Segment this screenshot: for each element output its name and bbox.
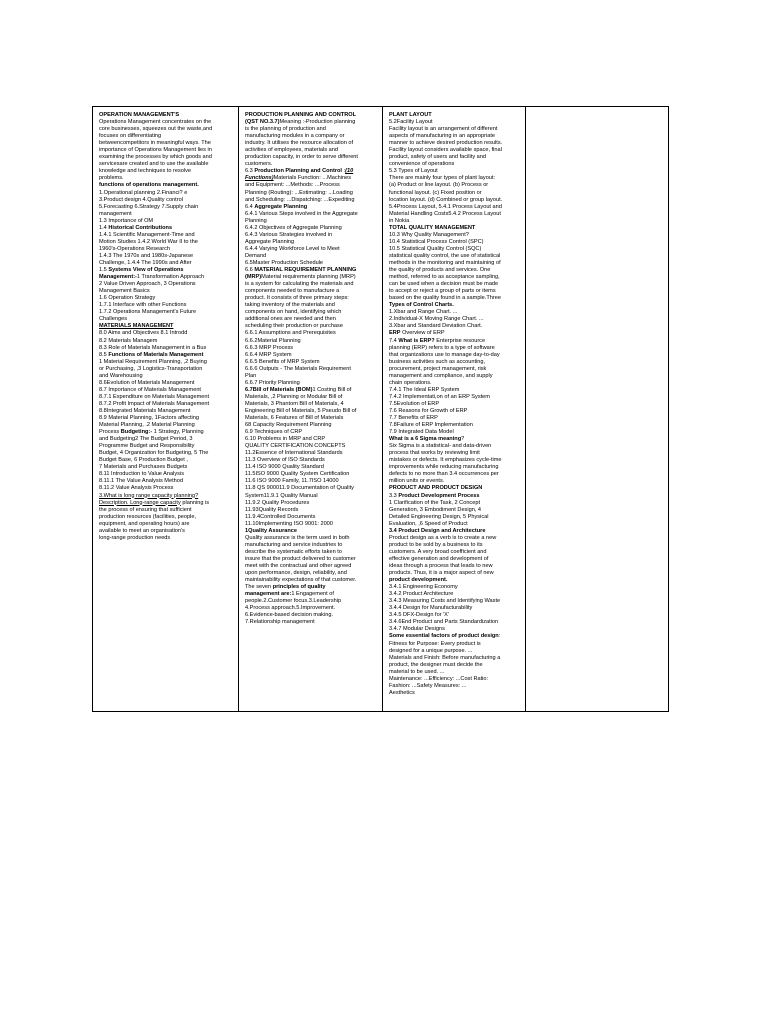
text-line: functional layout. (c) Fixed position or	[389, 189, 482, 196]
text-line: 3.4.7 Modular Designs	[389, 626, 445, 633]
column-title: PLANT LAYOUT	[389, 112, 432, 118]
text-line: the process of ensuring that sufficient	[99, 506, 192, 513]
text-line: Facility layout considers available space, final	[389, 147, 502, 154]
text-line: 1Quality Assurance	[245, 527, 298, 534]
text-line: designed for a unique purpose. ...	[389, 647, 473, 654]
text-line: Facility layout is an arrangement of different	[389, 126, 498, 133]
text-line	[245, 591, 377, 598]
text-run: Material requirements planning (MRP)	[261, 274, 356, 281]
text-line: people.2.Customer focus.3.Leadership	[245, 598, 342, 605]
text-line	[389, 436, 520, 443]
text-line: 11.4 ISO 9000 Quality Standard	[245, 464, 324, 471]
text-line: 7 Materials and Purchases Budgets	[99, 464, 188, 471]
text-line: 3.4.2 Product Architecture	[389, 591, 454, 598]
text-run: 1 Strategy, Planning	[152, 429, 204, 436]
text-line: Aggregate Planning	[245, 238, 295, 245]
text-run: :	[341, 168, 346, 175]
text-line: describe the systematic efforts taken to	[245, 548, 342, 555]
text-run: Management:-	[99, 274, 137, 281]
text-line: Operations Management concentrates on the	[99, 119, 212, 126]
text-line: Materials and Finish: Before manufacturing a	[389, 654, 501, 661]
text-line: 6.4.3 Various Strategies involved in	[245, 231, 333, 238]
text-line: 4.Process approach.5.Improvement.	[245, 605, 336, 612]
text-line	[245, 387, 377, 394]
text-line: statistical quality control, the use of statistical	[389, 252, 501, 259]
text-line: methods in the monitoring and maintaining of	[389, 259, 501, 266]
text-line: and Warehousing	[99, 372, 143, 379]
text-line: manufacturing and service industries to	[245, 541, 343, 548]
text-line: Quality assurance is the term used in both	[245, 534, 350, 541]
text-line: Planning	[245, 217, 267, 224]
text-line: meet with the contractual and other agreed	[245, 563, 352, 569]
text-line	[389, 493, 520, 500]
text-line: 8.8Integrated Materials Management	[99, 407, 191, 414]
text-line	[245, 175, 377, 182]
text-line: maintainability expectations of that customer.	[245, 577, 357, 584]
text-line: Material Planning, .2 Material Planning	[99, 422, 195, 429]
text-line	[245, 119, 377, 126]
text-line: 1.7.2 Operations Management's Future	[99, 309, 197, 316]
text-line	[389, 330, 520, 337]
text-line: 8.9 Material Planning, 1Factors affecting	[99, 415, 200, 422]
text-line: Budget, 4 Organization for Budgeting, 5 The	[99, 450, 209, 457]
text-line: 10.3 Why Quality Management?	[389, 231, 469, 238]
text-run: :	[498, 633, 501, 640]
text-line: 6.6.5 Benefits of MRP System	[245, 358, 320, 365]
text-line: manufacturing modules in a company or	[245, 133, 345, 140]
column-empty	[526, 107, 668, 711]
text-line: 6.6.2Material Planning	[245, 337, 301, 344]
text-run: ?	[461, 436, 465, 443]
text-line: customers. A very broad coefficient and	[389, 548, 487, 555]
text-line: Aesthetics	[389, 689, 415, 696]
text-line: examining the processes by which goods and	[99, 154, 212, 161]
text-run: 1 Costing Bill of	[312, 386, 352, 393]
text-line: There are mainly four types of plant layout:	[389, 175, 496, 182]
text-line: 8.2 Materials Managem	[99, 337, 158, 344]
text-run: Materials Function: ...Machines	[273, 175, 352, 182]
text-line: Fashion: ...Safety Measures: ...	[389, 682, 467, 689]
column-title: OPERATION MANAGEMENT'S	[99, 112, 180, 118]
text-line: 2 Value Driven Approach, 3 Operations	[99, 281, 196, 288]
text-run: 7.4	[389, 337, 399, 344]
text-run: Production Planning and Control	[254, 168, 342, 175]
text-line: components on hand, identifying which	[245, 309, 342, 316]
text-run: The seven	[245, 584, 273, 591]
text-line	[99, 274, 233, 281]
text-line: (a) Product or line layout. (b) Process or	[389, 182, 489, 189]
text-line: 3.4 Product Design and Architecture	[389, 527, 486, 534]
text-line: and Budgeting2 The Budget Period, 3	[99, 436, 193, 443]
text-line: problems.	[99, 175, 124, 182]
text-run: 1 Engagement of	[291, 591, 334, 598]
text-line: 11.9.2 Quality Procedures	[245, 499, 310, 506]
text-line: customers.	[245, 161, 273, 168]
text-line: improvements while reducing manufacturing	[389, 464, 499, 471]
text-line: Planning (Routing): ...Estimating: ...Loading	[245, 189, 353, 196]
text-line: Engineering Bill of Materials, 5 Pseudo Bill of	[245, 407, 357, 414]
column-body	[389, 119, 520, 697]
text-line: 11.9.4Controlled Documents	[245, 513, 316, 520]
text-line: 3.4.6End Product and Parts Standardization	[389, 619, 499, 626]
text-line: product, safety of users and facility and	[389, 154, 487, 161]
text-line: 8.3 Role of Materials Management in a Bus	[99, 344, 207, 351]
text-line: 11.10Implementing ISO 9001: 2000	[245, 520, 333, 527]
text-line: functions of operations management.	[99, 182, 199, 189]
text-line: 6.4.4 Varying Workforce Level to Meet	[245, 245, 340, 252]
text-run: 1.4	[99, 224, 109, 231]
text-line: method, referred to as acceptance sampling,	[389, 274, 500, 281]
text-run: management are:	[245, 591, 292, 598]
text-line: components needed to manufacture a	[245, 288, 340, 295]
text-line: servicesare created and to use the available	[99, 161, 209, 168]
text-line: management	[99, 210, 132, 217]
text-run: planning is	[180, 499, 210, 506]
text-line: 11.3 Overview of ISO Standards	[245, 457, 325, 464]
text-run: Aggregate Planning	[254, 203, 308, 210]
column-body	[99, 119, 233, 542]
text-line: and Scheduling: ...Dispatching: ...Expediting	[245, 196, 355, 203]
text-run: Overview of ERP	[400, 330, 445, 337]
text-line: 7.8Failure of ERP Implementation	[389, 422, 473, 429]
text-line: insure that the product delivered to customer	[245, 555, 356, 562]
text-line: core businesses, squeezes out the waste,and	[99, 126, 213, 133]
text-line	[245, 274, 377, 281]
text-line: 8.11 Introduction to Value Analysis	[99, 471, 184, 478]
text-line	[245, 267, 377, 274]
text-line: available to meet an organisation's	[99, 527, 185, 534]
text-line: 8.7.2 Profit Impact of Materials Management	[99, 400, 210, 407]
column-title	[532, 112, 663, 119]
text-line: chain operations.	[389, 379, 432, 386]
text-line: 3.4.5 DFX-Design for 'X'	[389, 612, 449, 619]
text-line: 6.6.3 MRP Process	[245, 344, 294, 351]
text-line: Evaluation, ,6 Speed of Product	[389, 520, 468, 527]
text-run: Product Development Process	[398, 492, 480, 499]
text-line	[99, 267, 233, 274]
text-line: Maintenance: ...Efficiency: ...Cost Ratio:	[389, 675, 489, 682]
text-line: 1.4.1 Scientific Management-Time and	[99, 231, 195, 238]
text-line: additional ones are needed and then	[245, 316, 336, 323]
text-line: and Equipment: ...Methods: ...Process	[245, 182, 340, 189]
text-line: 1.3 Importance of OM	[99, 217, 154, 224]
text-line: Materials, ,2 Planning or Modular Bill of	[245, 393, 343, 400]
text-line: 6.6.4 MRP System	[245, 351, 292, 358]
text-line: procurement, project management, risk	[389, 365, 487, 372]
text-line: 8.0 Aims and Objectives 8.1 Introdd	[99, 330, 188, 337]
text-line: Detailed Engineering Design, 5 Physical	[389, 513, 489, 520]
text-line: defects to no more than 3.4 occurrences per	[389, 471, 499, 478]
text-line: can be used when a decision must be made	[389, 281, 499, 288]
text-run: Functions)	[245, 175, 274, 182]
text-line: product. It consists of three primary steps:	[245, 295, 349, 302]
text-line: 6.5Master Production Schedule	[245, 259, 324, 266]
text-line: 8.7.1 Expenditure on Materials Management	[99, 393, 210, 400]
column-title: PRODUCTION PLANNING AND CONTROL	[245, 112, 357, 118]
text-run: Meaning :-Production planning	[279, 119, 356, 126]
text-run: Functions of Materials Management	[108, 351, 204, 358]
text-run: Enterprise resource	[434, 337, 486, 344]
text-line	[99, 225, 233, 232]
text-line: is the planning of production and	[245, 126, 326, 133]
text-line: 1 Clarification of the Task, 2 Concept	[389, 499, 480, 506]
text-line	[389, 633, 520, 640]
text-run: ERP	[389, 330, 401, 337]
text-line: 1 Material Requirement Planning, ,2 Buying	[99, 358, 207, 365]
text-line: 11.8 QS 900011.9 Documentation of Quality	[245, 485, 354, 492]
text-line: 5.4Process Layout, 5.4.1 Process Layout and	[389, 203, 502, 210]
text-line: products. Thus, it is a major aspect of new	[389, 570, 494, 577]
text-line: 6.6.1 Assumptions and Prerequisites	[245, 330, 336, 337]
text-line: 11.93Quality Records	[245, 506, 299, 513]
text-line: 5.Forecasting 6.Strategy 7.Supply chain	[99, 203, 199, 210]
text-line: in Nokia	[389, 217, 410, 224]
text-line: 6.6.6 Outputs - The Materials Requirement	[245, 365, 351, 372]
text-line: 6.9 Techniques of CRP	[245, 429, 303, 436]
column-body	[245, 119, 377, 626]
text-line: knowledge and techniques to resolve	[99, 168, 192, 175]
text-line: is a system for calculating the materials and	[245, 281, 354, 288]
text-line: betweencompetitors in meaningful ways. The	[99, 140, 211, 147]
text-line: million units or events.	[389, 478, 445, 485]
text-line: 8.7 Importance of Materials Management	[99, 386, 201, 393]
text-line: Motion Studies 1.4.2 World War II to the	[99, 238, 198, 245]
text-line: Six Sigma is a statistical- and data-driven	[389, 443, 492, 450]
text-line: 7.4.2 Implementati,on of an ERP System	[389, 393, 490, 400]
text-line: 3.Product design 4.Quality control	[99, 196, 183, 203]
text-line: Challenges	[99, 316, 127, 323]
text-line	[99, 352, 233, 359]
text-run: 1.5	[99, 267, 109, 274]
text-line: MATERIALS MANAGEMENT	[99, 323, 174, 330]
text-line: Management Basics	[99, 288, 150, 295]
text-run: 6.6	[245, 267, 255, 274]
text-run: Historical Contributions	[108, 224, 173, 231]
text-line: 7.9 Integrated Data Model	[389, 429, 454, 436]
text-run: Process	[99, 429, 121, 436]
text-line: product to be sold by a business to its	[389, 541, 483, 548]
column-operation-management	[93, 107, 239, 711]
text-line: 6.Evidence-based decision making.	[245, 612, 333, 619]
text-run: (MRP)	[245, 274, 262, 281]
text-line: production resources (facilities, people,	[99, 513, 197, 520]
text-line: Generation, 3 Embodiment Design, 4	[389, 506, 482, 513]
text-line	[99, 429, 233, 436]
text-line: 1.Xbar and Range Chart. ...	[389, 309, 458, 316]
text-run: Systems View of Operations	[108, 267, 184, 274]
text-run: 6.4	[245, 203, 255, 210]
text-line: equipment, and operating hours) are	[99, 520, 190, 527]
column-production-planning	[239, 107, 383, 711]
text-line: 1.4.3 The 1970s and 1980s-Japanese	[99, 252, 194, 259]
text-line: management and compliance, and supply	[389, 372, 493, 379]
text-line: production capacity, in order to serve different	[245, 154, 358, 161]
text-line: ideas through a process that leads to new	[389, 563, 493, 569]
text-line: 6.6.7 Priority Planning	[245, 379, 300, 386]
text-line: location layout. (d) Combined or group layout.	[389, 196, 503, 203]
text-line: industry. It utilises the resource allocation of	[245, 140, 354, 147]
text-line: scheduling their production or purchase	[245, 323, 343, 330]
text-run: Some essential factors of product design	[389, 633, 499, 640]
text-line: 68 Capacity Requirement Planning	[245, 422, 332, 429]
text-line: 7.6 Reasons for Growth of ERP	[389, 407, 468, 414]
text-line: Demand	[245, 252, 267, 259]
text-line: 6.4.2 Objectives of Aggregate Planning	[245, 224, 342, 231]
text-line: 6.10 Problems in MRP and CRP	[245, 436, 326, 443]
text-line: material to be used. ...	[389, 668, 445, 675]
text-line: 5.2Facility Layout	[389, 119, 433, 126]
text-line: to accept or reject a group of parts or items	[389, 288, 496, 295]
text-line: 3.4.3 Measuring Costs and Identifying Waste	[389, 598, 501, 605]
text-run: (QST NO.3.7)	[245, 119, 280, 126]
text-line: 7.Relationship management	[245, 619, 315, 626]
text-line: convenience of operations	[389, 161, 455, 168]
text-line: process that works by reviewing limit	[389, 450, 480, 457]
text-line: Types of Control Charts.	[389, 302, 454, 309]
text-line: that organizations use to manage day-to-day	[389, 351, 500, 358]
text-line: 6.4.1 Various Steps involved in the Aggregate	[245, 210, 358, 217]
text-line: Fitness for Purpose: Every product is	[389, 640, 481, 647]
text-run: Description. Long-range capacity	[99, 499, 181, 506]
text-run: 1 Transformation Approach	[136, 274, 205, 281]
text-line: taking inventory of the materials and	[245, 302, 335, 309]
text-line: 11.5ISO 9000 Quality System Certification	[245, 471, 350, 478]
text-line: 11.2Essence of International Standards	[245, 450, 343, 457]
text-line: 10.5 Statistical Quality Control (SQC)	[389, 245, 482, 252]
text-run: 6.7Bill of Materials (BOM)	[245, 386, 313, 393]
text-line: 1.Operational planning 2.Financi? e	[99, 189, 188, 196]
text-run: 8.5	[99, 351, 109, 358]
text-run: What is a 6 Sigma meaning	[389, 436, 462, 443]
text-line	[245, 204, 377, 211]
text-line: 7.5Evolution of ERP	[389, 400, 440, 407]
text-run: principles of quality	[272, 584, 326, 591]
text-line: Budget Base, 6 Production Budget ,	[99, 457, 188, 464]
text-line: activities of employees, materials and	[245, 147, 338, 154]
text-line: focuses on differentiating	[99, 133, 162, 140]
text-line: 8.6Evolution of Materials Management	[99, 379, 195, 386]
text-line: manner to achieve desired production results.	[389, 140, 503, 147]
text-line: aspects of manufacturing in an appropriate	[389, 133, 496, 140]
notes-table	[92, 106, 669, 712]
text-line: importance of Operations Management lies in	[99, 147, 212, 154]
text-line: 10.4 Statistical Process Control (SPC)	[389, 238, 484, 245]
text-line: or Purchasing, ,3 Logistics-Transportation	[99, 365, 203, 372]
text-line: Programme Budget and Responsibility	[99, 443, 195, 450]
text-line: 1.6 Operation Strategy	[99, 295, 156, 302]
text-line: 7.7 Benefits of ERP	[389, 415, 438, 422]
text-line: PRODUCT AND PRODUCT DESIGN	[389, 485, 483, 492]
text-run: (10	[345, 168, 354, 175]
text-line: business activities such as accounting,	[389, 358, 486, 365]
text-line	[245, 168, 377, 175]
text-line: 8.11.2 Value Analysis Process	[99, 485, 174, 492]
text-line: Plan	[245, 372, 257, 379]
text-line: Challenge, 1.4.4 The 1990s and After	[99, 259, 192, 266]
text-line: product, the designer must decide the	[389, 661, 483, 668]
text-line: 7.4.1 The Ideal ERP System	[389, 386, 460, 393]
text-line: long-range production needs	[99, 534, 171, 541]
text-line: planning (ERP) refers to a type of software	[389, 344, 495, 351]
text-run: What is ERP?	[398, 337, 435, 344]
text-line: System11.9.1 Quality Manual	[245, 492, 318, 499]
text-line: Materials, 6 Features of Bill of Materials	[245, 415, 344, 422]
text-run: Budgeting:-	[120, 429, 153, 436]
text-line: Materials, 3 Phantom Bill of Materials, 4	[245, 400, 344, 407]
text-line: 3.What is long range capacity planning?	[99, 492, 199, 499]
text-line	[389, 338, 520, 345]
text-line: Material Handling Costs5.4.2 Process Layout	[389, 210, 501, 217]
text-line: mistakes or defects. It emphasizes cycle-time	[389, 457, 502, 464]
text-run: 3.3	[389, 492, 399, 499]
text-line	[245, 584, 377, 591]
text-line: 11.6 ISO 9000 Family, 11.7ISO 14000	[245, 478, 339, 485]
text-line: TOTAL QUALITY MANAGEMENT	[389, 224, 476, 231]
text-line: QUALITY CERTIFICATION CONCEPTS	[245, 443, 346, 450]
text-line: upon performance, design, reliability, and	[245, 570, 347, 577]
text-line: 8.11.1 The Value Analysis Method	[99, 478, 183, 485]
text-line: Product design as a verb is to create a new	[389, 534, 497, 541]
text-line	[99, 500, 233, 507]
text-run: MATERIAL REQUIREMENT PLANNING	[254, 267, 357, 274]
column-plant-layout	[383, 107, 526, 711]
text-line: 5.3 Types of Layout	[389, 168, 438, 175]
text-line: based on the quality found in a sample.Three	[389, 295, 501, 302]
text-line: 3.4.4 Design for Manufacturability	[389, 605, 473, 612]
text-line: product development.	[389, 577, 448, 584]
text-line: effective generation and development of	[389, 555, 489, 562]
text-line: 3.4.1 Engineering Economy	[389, 584, 458, 591]
text-run: 6.3	[245, 168, 255, 175]
text-line: the quality of products and services. One	[389, 267, 491, 274]
text-line: 1960's-Operations Research	[99, 245, 171, 252]
text-line: 3.Xbar and Standard Deviation Chart.	[389, 323, 483, 330]
text-line: 2.Individual-X Moving Range Chart. ...	[389, 316, 484, 323]
text-line: 1.7.1 Interface with other Functions	[99, 302, 187, 309]
